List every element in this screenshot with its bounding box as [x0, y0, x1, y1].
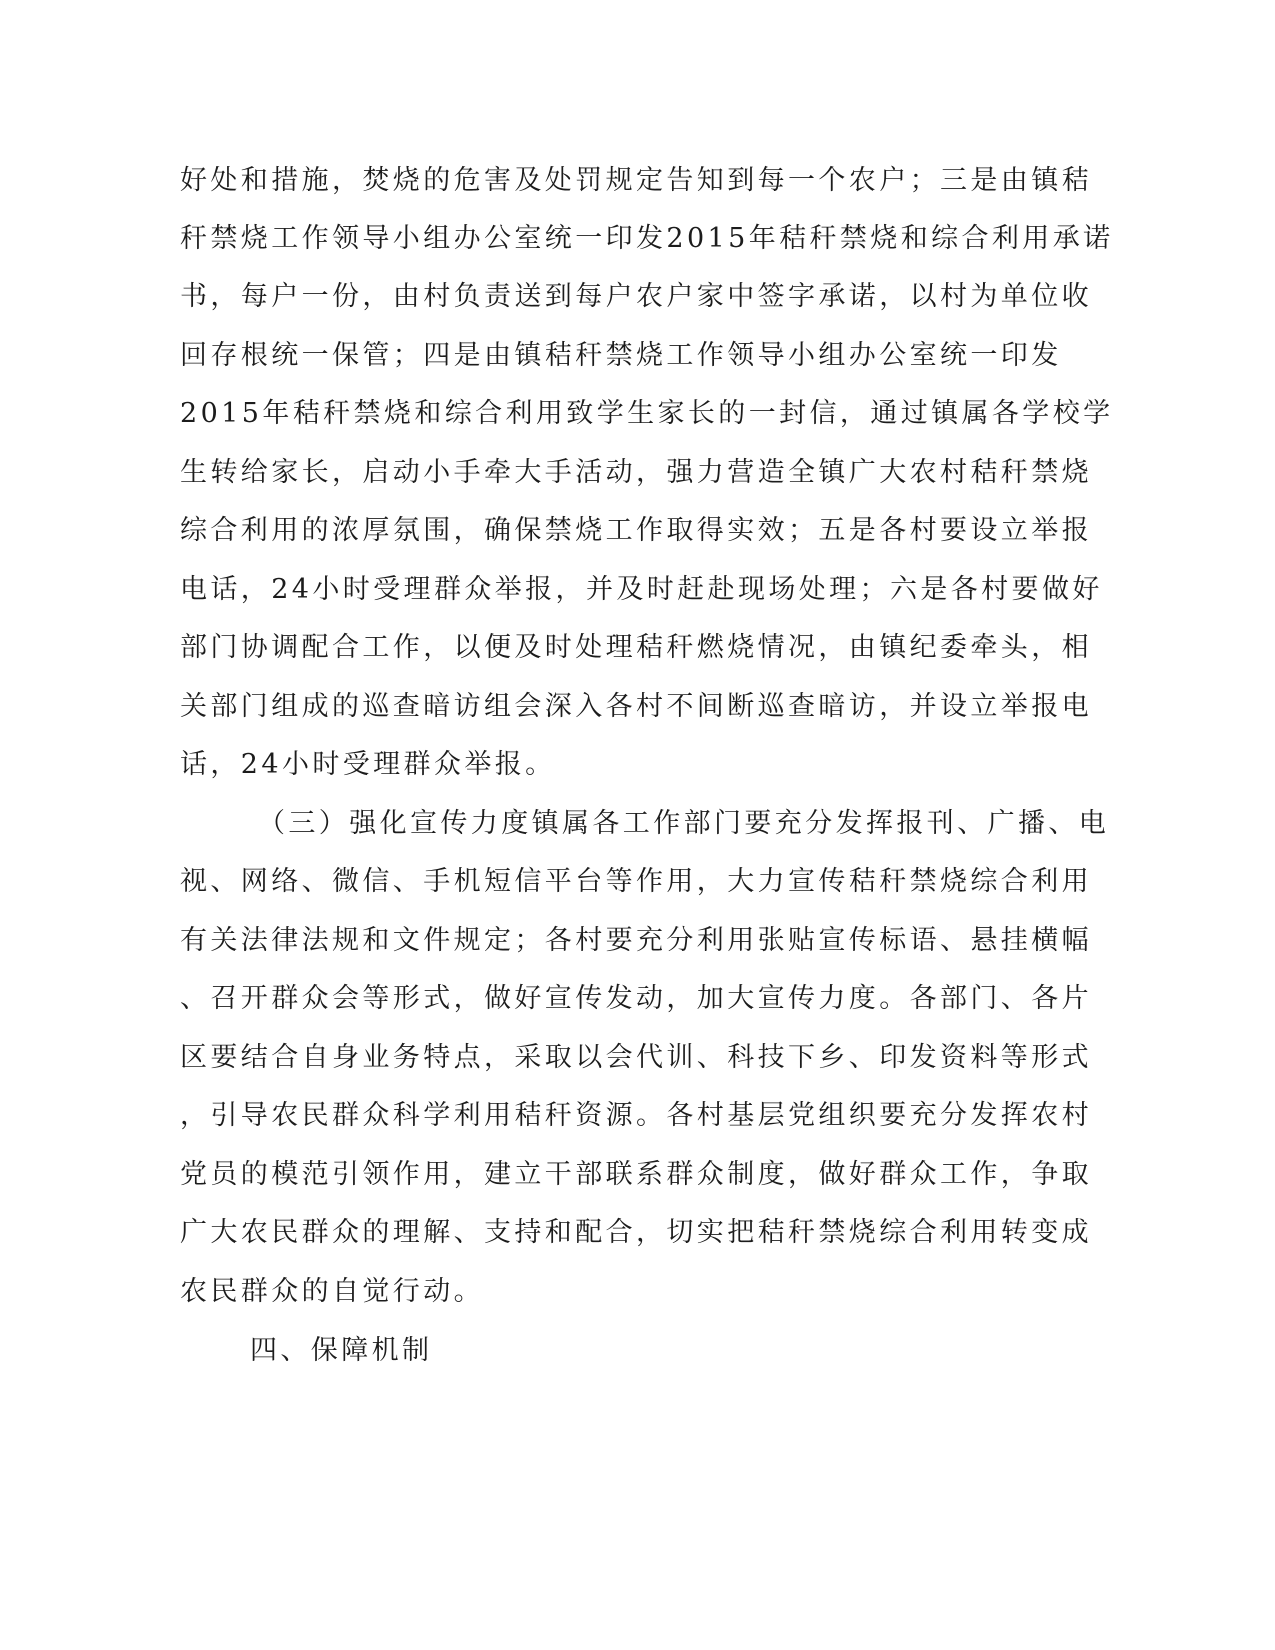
text-line: 区要结合自身业务特点，采取以会代训、科技下乡、印发资料等形式 — [180, 1042, 1092, 1073]
text-line: 话，24小时受理群众举报。 — [180, 749, 556, 780]
text-line: 党员的模范引领作用，建立干部联系群众制度，做好群众工作，争取 — [180, 1159, 1092, 1190]
text-line: 书，每户一份，由村负责送到每户农户家中签字承诺，以村为单位收 — [180, 281, 1092, 312]
text-line: 生转给家长，启动小手牵大手活动，强力营造全镇广大农村秸秆禁烧 — [180, 457, 1092, 488]
text-line: 2015年秸秆禁烧和综合利用致学生家长的一封信，通过镇属各学校学 — [180, 398, 1114, 429]
text-line: 部门协调配合工作，以便及时处理秸秆燃烧情况，由镇纪委牵头，相 — [180, 632, 1092, 663]
text-line: 回存根统一保管；四是由镇秸秆禁烧工作领导小组办公室统一印发 — [180, 340, 1062, 371]
text-line: 农民群众的自觉行动。 — [180, 1276, 484, 1307]
text-line: 视、网络、微信、手机短信平台等作用，大力宣传秸秆禁烧综合利用 — [180, 866, 1092, 897]
text-line: 、召开群众会等形式，做好宣传发动，加大宣传力度。各部门、各片 — [180, 983, 1092, 1014]
text-line: 电话，24小时受理群众举报，并及时赶赴现场处理；六是各村要做好 — [180, 574, 1103, 605]
text-line: 综合利用的浓厚氛围，确保禁烧工作取得实效；五是各村要设立举报 — [180, 515, 1092, 546]
section-heading-3: （三）强化宣传力度镇属各工作部门要充分发挥报刊、广播、电 — [258, 808, 1110, 839]
text-line: 关部门组成的巡查暗访组会深入各村不间断巡查暗访，并设立举报电 — [180, 691, 1092, 722]
text-line: 广大农民群众的理解、支持和配合，切实把秸秆禁烧综合利用转变成 — [180, 1217, 1092, 1248]
section-heading-4: 四、保障机制 — [250, 1335, 433, 1366]
text-line: ，引导农民群众科学利用秸秆资源。各村基层党组织要充分发挥农村 — [180, 1100, 1092, 1131]
text-line: 好处和措施，焚烧的危害及处罚规定告知到每一个农户；三是由镇秸 — [180, 165, 1092, 196]
text-line: 秆禁烧工作领导小组办公室统一印发2015年秸秆禁烧和综合利用承诺 — [180, 223, 1114, 254]
text-line: 有关法律法规和文件规定；各村要充分利用张贴宣传标语、悬挂横幅 — [180, 925, 1092, 956]
